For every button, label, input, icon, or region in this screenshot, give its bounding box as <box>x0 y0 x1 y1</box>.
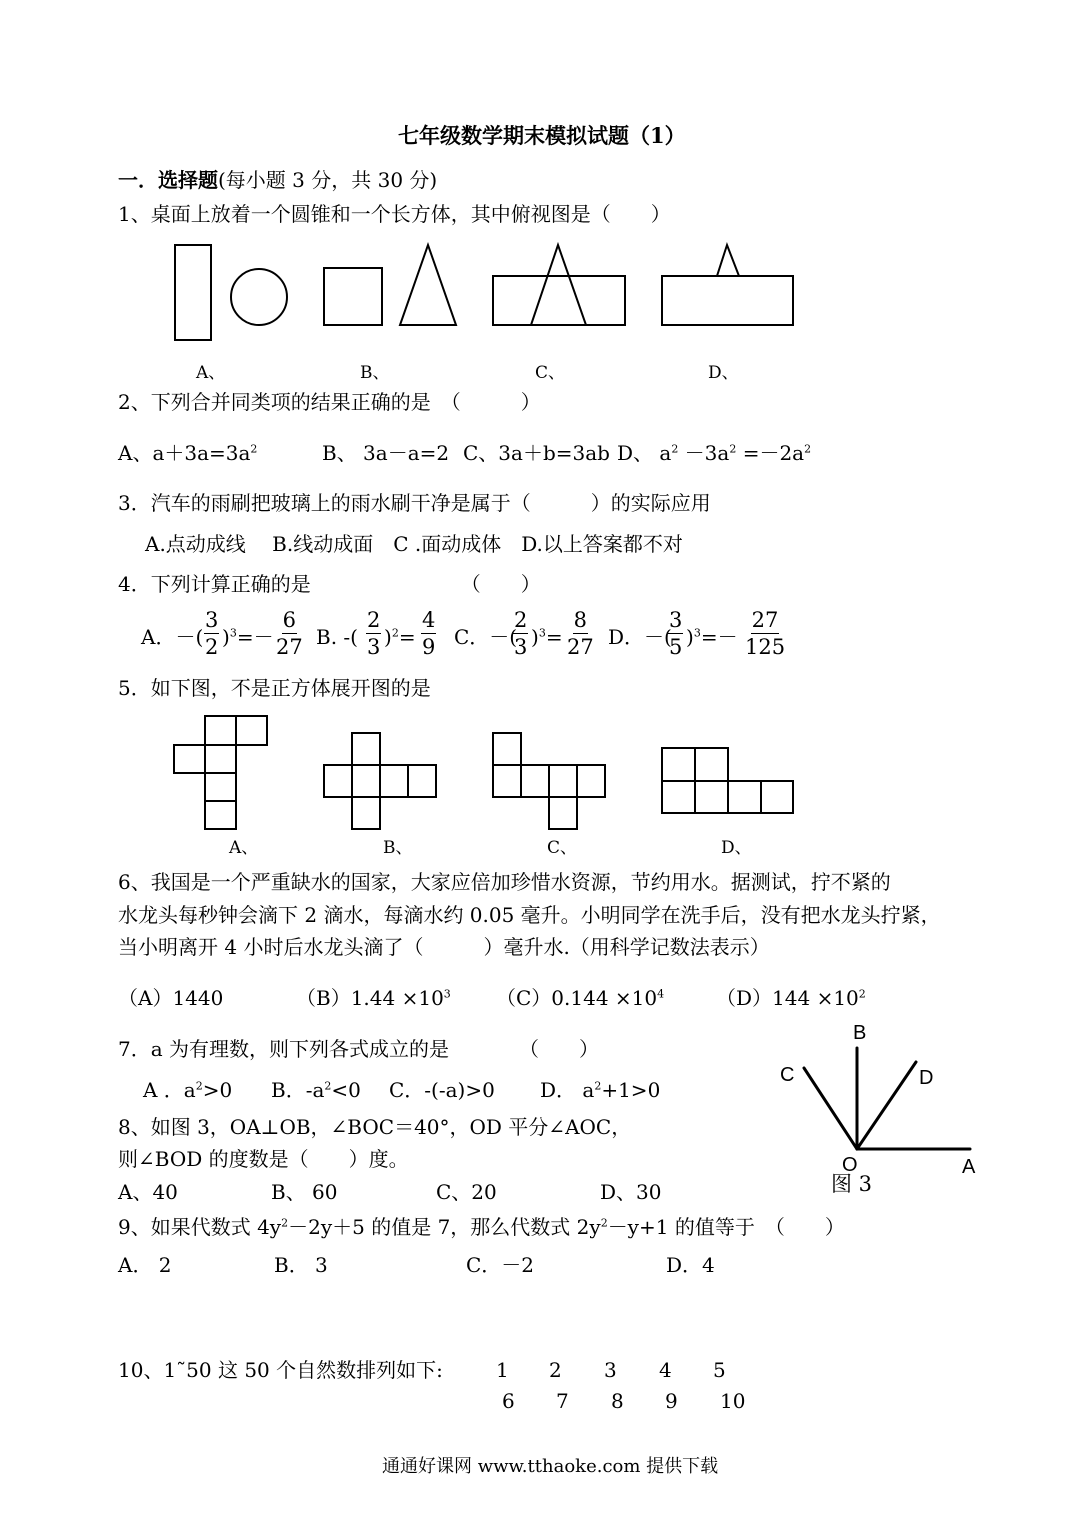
q9-option-a: A． 2 <box>118 1253 172 1277</box>
q8-option-c: C、20 <box>436 1180 497 1204</box>
q4-d-frac1: $\frac{3}{5}$ <box>669 608 683 659</box>
q10-r2-c4: 9 <box>665 1389 678 1413</box>
q4-stem: 4．下列计算正确的是 （ ） <box>118 572 541 596</box>
q5-stem: 5．如下图，不是正方体展开图的是 <box>118 676 431 700</box>
q6-line2: 水龙头每秒钟会滴下 2 滴水，每滴水约 0.05 毫升。小明同学在洗手后，没有把水龙头拧紧， <box>118 903 941 927</box>
q7-stem: 7．a 为有理数，则下列各式成立的是 （ ） <box>118 1037 600 1061</box>
q4-c-label: C．－( <box>454 625 518 649</box>
q1-label-b: B、 <box>360 363 390 383</box>
q4-b-frac2: $\frac{4}{9}$ <box>422 608 436 659</box>
q9-option-b: B． 3 <box>274 1253 328 1277</box>
q8-option-b: B、 60 <box>271 1180 338 1204</box>
q4-d-frac2: $\frac{27}{125}$ <box>745 608 786 659</box>
q8-option-d: D、30 <box>600 1180 662 1204</box>
q4-b-label: B. -( <box>316 625 358 649</box>
q4-a-frac2: $\frac{6}{27}$ <box>276 608 303 659</box>
q10-r1-c4: 4 <box>659 1358 672 1382</box>
q10-r1-c2: 2 <box>549 1358 562 1382</box>
q3-options: A.点动成线 B.线动成面 C .面动成体 D.以上答案都不对 <box>145 532 683 556</box>
q4-a-label: A．－( <box>141 625 204 649</box>
q4-a-power: )$^3$=－ <box>222 625 274 649</box>
q10-r1-c1: 1 <box>496 1358 509 1382</box>
fig3-caption: 图 3 <box>831 1172 873 1196</box>
fig3-label-o: O <box>842 1154 858 1176</box>
q9-option-c: C．－2 <box>466 1253 535 1277</box>
q6-option-d: $(D)144 \times 10^2$ <box>716 986 866 1010</box>
section-note: (每小题 3 分，共 30 分) <box>218 168 438 192</box>
q6-option-a: （A）1440 <box>118 986 224 1010</box>
q1-label-c: C、 <box>535 363 566 383</box>
page-title: 七年级数学期末模拟试题（1） <box>398 123 686 148</box>
q4-b-frac1: $\frac{2}{3}$ <box>367 608 381 659</box>
q5-label-a: A、 <box>229 838 259 858</box>
q7-option-a: A ．$a^2>0$ <box>143 1078 233 1102</box>
fig3-label-b: B <box>853 1022 867 1044</box>
q9-option-d: D．4 <box>666 1253 715 1277</box>
q10-r1-c3: 3 <box>604 1358 617 1382</box>
q10-stem: 10、1˜50 这 50 个自然数排列如下: <box>118 1358 443 1382</box>
section-title: 一．选择题 <box>118 168 218 192</box>
q1-stem: 1、桌面上放着一个圆锥和一个长方体，其中俯视图是（ ） <box>118 202 671 226</box>
q5-label-c: C、 <box>547 838 578 858</box>
ray-od <box>857 1062 916 1149</box>
q4-a-frac1: $\frac{3}{2}$ <box>205 608 219 659</box>
q10-r2-c5: 10 <box>720 1389 746 1413</box>
q4-c-frac1: $\frac{2}{3}$ <box>514 608 528 659</box>
fig3-label-d: D <box>919 1067 934 1089</box>
q2-option-b: B、 3a－a=2 <box>322 441 450 465</box>
q8-line1: 8、如图 3，OA⊥OB，∠BOC＝40°，OD 平分∠AOC， <box>118 1115 632 1139</box>
q4-d-power: )$^3$=－ <box>686 625 738 649</box>
fig3-label-a: A <box>962 1156 976 1178</box>
q2-option-c: C、3a＋b=3ab <box>463 441 610 465</box>
q7-option-b: B．$-a^2<0$ <box>271 1078 361 1102</box>
q6-option-b: $(B)1.44 \times 10^3$ <box>296 986 451 1010</box>
q2-option-a: A、$a+3a=3a^2$ <box>118 441 258 465</box>
ray-oc <box>804 1068 857 1149</box>
q7-option-d: D． $a^2+1>0$ <box>540 1078 661 1102</box>
q2-option-d: D、 $a^2 -3a^2 =-2a^2$ <box>617 441 812 465</box>
q9-stem: 9、如果代数式 $4y^2-2y+5$ 的值是 7，那么代数式 $2y^2-y+1$ 的值等于 （ ） <box>118 1215 845 1239</box>
q4-b-power: )$^2$= <box>384 625 416 649</box>
q4-d-label: D．－( <box>608 625 672 649</box>
q3-stem: 3．汽车的雨刷把玻璃上的雨水刷干净是属于（ ）的实际应用 <box>118 491 711 515</box>
q1-label-a: A、 <box>196 363 226 383</box>
q5-label-d: D、 <box>721 838 752 858</box>
q2-stem: 2、下列合并同类项的结果正确的是 （ ） <box>118 390 541 414</box>
q4-c-frac2: $\frac{8}{27}$ <box>567 608 594 659</box>
q10-r2-c2: 7 <box>556 1389 569 1413</box>
q5-label-b: B、 <box>383 838 413 858</box>
q6-line3: 当小明离开 4 小时后水龙头滴了（ ）毫升水.（用科学记数法表示） <box>118 935 770 959</box>
q1-label-d: D、 <box>708 363 739 383</box>
q8-option-a: A、40 <box>118 1180 178 1204</box>
q6-line1: 6、我国是一个严重缺水的国家，大家应倍加珍惜水资源，节约用水。据测试，拧不紧的 <box>118 870 891 894</box>
q10-r2-c3: 8 <box>611 1389 624 1413</box>
q8-line2: 则∠BOD 的度数是（ ）度。 <box>118 1147 409 1171</box>
q7-option-c: C．-(-a)>0 <box>389 1078 495 1102</box>
footer-link[interactable]: 通通好课网 www.tthaoke.com 提供下载 <box>382 1456 719 1477</box>
fig3-label-c: C <box>780 1064 795 1086</box>
q10-r2-c1: 6 <box>502 1389 515 1413</box>
q10-r1-c5: 5 <box>713 1358 726 1382</box>
q6-option-c: $(C)0.144 \times 10^4$ <box>496 986 665 1010</box>
q4-c-power: )$^3$= <box>531 625 563 649</box>
